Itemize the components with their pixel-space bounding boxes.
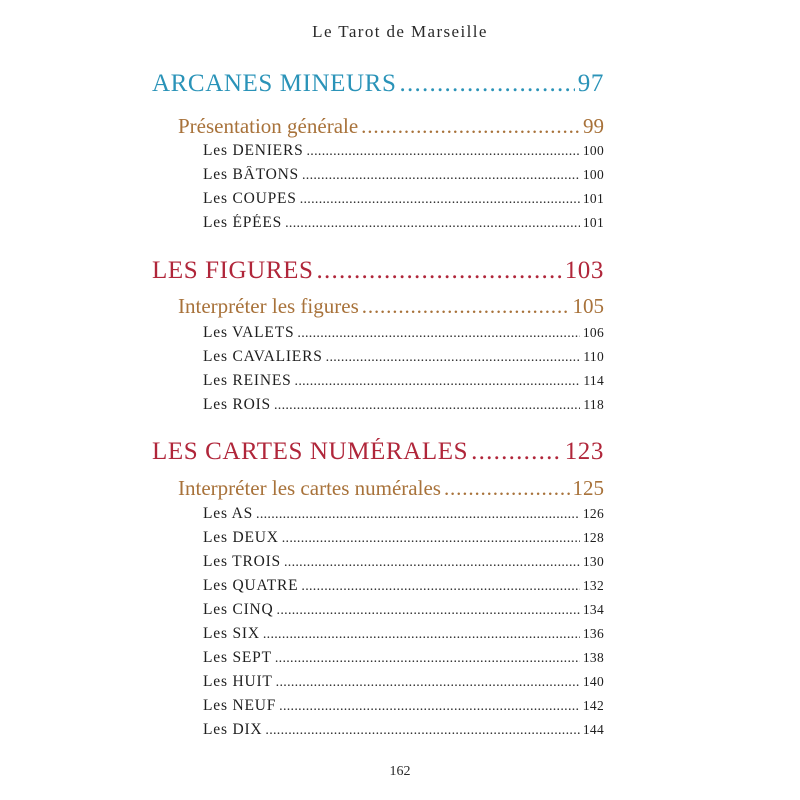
- toc-subsection-title: Présentation générale: [178, 114, 359, 138]
- toc-page-number: 134: [582, 602, 604, 617]
- toc-item-label: Les CINQ: [203, 601, 274, 618]
- toc-page-number: 132: [582, 578, 604, 593]
- toc-page-number: 101: [582, 191, 604, 206]
- toc-item[interactable]: [203, 166, 604, 184]
- toc-subsection-presentation-generale[interactable]: [178, 114, 604, 139]
- leader-dots: [279, 697, 580, 715]
- toc-section-les-cartes-numerales[interactable]: [152, 438, 604, 466]
- toc-page-number: 118: [583, 397, 604, 412]
- leader-dots: [295, 372, 581, 390]
- leader-dots: [300, 190, 580, 208]
- toc-item-label: Les SIX: [203, 625, 260, 642]
- toc-page-number: 100: [582, 167, 604, 182]
- toc-page-number: 110: [583, 349, 604, 364]
- toc-item[interactable]: [203, 625, 604, 643]
- toc-subsection-title: Interpréter les figures: [178, 294, 359, 318]
- leader-dots: [265, 721, 579, 739]
- toc-item[interactable]: [203, 649, 604, 667]
- toc-item-label: Les DIX: [203, 721, 263, 738]
- toc-subsection-interpreter-les-figures[interactable]: [178, 294, 604, 319]
- toc-item-label: Les VALETS: [203, 324, 295, 341]
- toc-page-number: 140: [582, 674, 604, 689]
- leader-dots: [277, 601, 580, 619]
- leader-dots: [302, 166, 580, 184]
- toc-item[interactable]: [203, 577, 604, 595]
- toc-item-label: Les DEUX: [203, 529, 279, 546]
- page-number-footer: 162: [389, 764, 411, 779]
- toc-item-label: Les COUPES: [203, 190, 297, 207]
- toc-item-label: Les BÂTONS: [203, 166, 299, 183]
- toc-item[interactable]: [203, 324, 604, 342]
- toc-page-number: 101: [582, 215, 604, 230]
- leader-dots: [274, 396, 580, 414]
- toc-section-title: LES CARTES NUMÉRALES: [152, 438, 469, 465]
- toc-section-les-figures[interactable]: [152, 257, 604, 285]
- toc-page-number: 99: [583, 114, 604, 138]
- leader-dots: [256, 505, 580, 523]
- toc-item-label: Les ÉPÉES: [203, 214, 283, 231]
- toc-page-number: 125: [572, 476, 604, 500]
- leader-dots: [362, 294, 570, 319]
- toc-page-number: 138: [582, 650, 604, 665]
- toc-page-number: 123: [564, 438, 604, 465]
- toc-item-label: Les HUIT: [203, 673, 273, 690]
- toc-item[interactable]: [203, 214, 604, 232]
- toc-page-number: 105: [572, 294, 604, 318]
- toc-item[interactable]: [203, 142, 604, 160]
- leader-dots: [276, 673, 580, 691]
- toc-item[interactable]: [203, 673, 604, 691]
- toc-page-number: 100: [582, 143, 604, 158]
- toc-page-number: 128: [582, 530, 604, 545]
- toc-item[interactable]: [203, 505, 604, 523]
- leader-dots: [275, 649, 580, 667]
- leader-dots: [361, 114, 580, 139]
- toc-item[interactable]: [203, 190, 604, 208]
- toc-item-label: Les DENIERS: [203, 142, 304, 159]
- toc-item[interactable]: [203, 553, 604, 571]
- toc-item-label: Les AS: [203, 505, 254, 522]
- toc-item-label: Les CAVALIERS: [203, 348, 323, 365]
- toc-page-number: 130: [582, 554, 604, 569]
- toc-item-label: Les TROIS: [203, 553, 281, 570]
- leader-dots: [316, 257, 561, 285]
- toc-item-label: Les NEUF: [203, 697, 277, 714]
- toc-item[interactable]: [203, 348, 604, 366]
- toc-page-number: 106: [582, 325, 604, 340]
- toc-section-title: ARCANES MINEURS: [152, 70, 397, 97]
- toc-section-title: LES FIGURES: [152, 257, 314, 284]
- toc-page-number: 126: [582, 506, 604, 521]
- leader-dots: [285, 214, 580, 232]
- leader-dots: [444, 476, 570, 501]
- toc-item-label: Les SEPT: [203, 649, 272, 666]
- toc-subsection-title: Interpréter les cartes numérales: [178, 476, 441, 500]
- toc-item[interactable]: [203, 721, 604, 739]
- leader-dots: [263, 625, 580, 643]
- toc-item-label: Les QUATRE: [203, 577, 299, 594]
- toc-item[interactable]: [203, 601, 604, 619]
- leader-dots: [284, 553, 580, 571]
- toc-item-label: Les REINES: [203, 372, 292, 389]
- leader-dots: [297, 324, 579, 342]
- running-head: Le Tarot de Marseille: [312, 22, 488, 41]
- toc-page-number: 144: [582, 722, 604, 737]
- toc-item[interactable]: [203, 697, 604, 715]
- toc-item[interactable]: [203, 396, 604, 414]
- leader-dots: [307, 142, 580, 160]
- leader-dots: [471, 438, 562, 466]
- toc-page-number: 142: [582, 698, 604, 713]
- leader-dots: [399, 70, 574, 98]
- toc-page-number: 136: [582, 626, 604, 641]
- leader-dots: [282, 529, 580, 547]
- toc-item[interactable]: [203, 529, 604, 547]
- toc-section-arcanes-mineurs[interactable]: [152, 70, 604, 98]
- toc-item-label: Les ROIS: [203, 396, 271, 413]
- toc-page-number: 103: [564, 257, 604, 284]
- leader-dots: [326, 348, 581, 366]
- toc-subsection-interpreter-les-cartes-numerales[interactable]: [178, 476, 604, 501]
- toc-item[interactable]: [203, 372, 604, 390]
- toc-page-number: 114: [583, 373, 604, 388]
- leader-dots: [301, 577, 579, 595]
- toc-page-number: 97: [577, 70, 604, 97]
